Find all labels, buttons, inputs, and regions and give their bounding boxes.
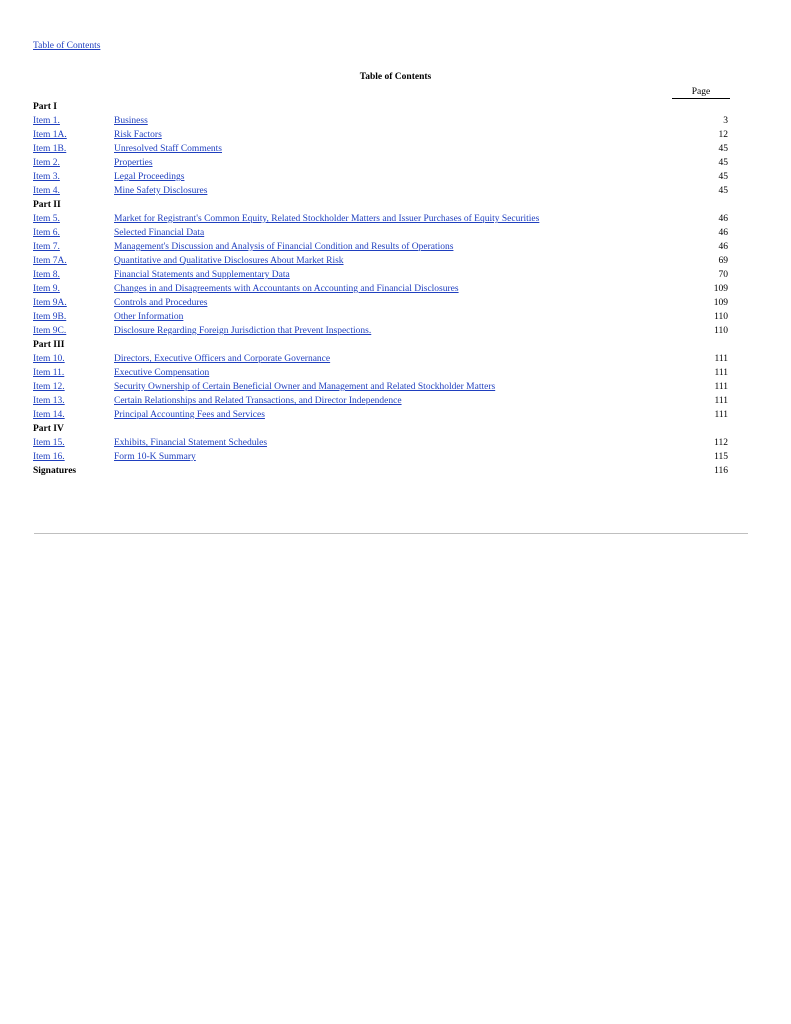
toc-page-number: 111: [714, 368, 728, 378]
toc-row: [33, 142, 730, 156]
toc-page-number: 111: [714, 354, 728, 364]
toc-row: [33, 380, 730, 394]
toc-row: [33, 156, 730, 170]
table-of-contents-top-link[interactable]: Table of Contents: [33, 41, 101, 51]
toc-row: [33, 184, 730, 198]
toc-item-title-link[interactable]: Security Ownership of Certain Beneficial Owner and Management and Related Stockholder Matters: [114, 382, 496, 392]
toc-item-number-link[interactable]: Item 1B.: [33, 144, 67, 154]
toc-row: [33, 436, 730, 450]
toc-page-number: 70: [718, 270, 728, 280]
toc-item-number-link[interactable]: Item 9B.: [33, 312, 67, 322]
toc-row: [33, 408, 730, 422]
toc-row: [33, 324, 730, 338]
toc-item-title-link[interactable]: Properties: [114, 158, 153, 168]
toc-item-title-link[interactable]: Principal Accounting Fees and Services: [114, 410, 265, 420]
toc-table: [33, 100, 730, 478]
toc-page-number: 45: [718, 186, 728, 196]
toc-page-number: 46: [718, 228, 728, 238]
part-heading: Part II: [33, 200, 61, 210]
toc-page-number: 46: [718, 214, 728, 224]
toc-row: [33, 394, 730, 408]
toc-row: [33, 296, 730, 310]
signatures-label: Signatures: [33, 466, 77, 476]
toc-page-number: 111: [714, 396, 728, 406]
toc-row: [33, 366, 730, 380]
toc-item-title-link[interactable]: Selected Financial Data: [114, 228, 205, 238]
toc-item-title-link[interactable]: Business: [114, 116, 148, 126]
toc-row: [33, 240, 730, 254]
toc-page-number: 3: [723, 116, 728, 126]
toc-item-number-link[interactable]: Item 3.: [33, 172, 60, 182]
toc-item-number-link[interactable]: Item 6.: [33, 228, 60, 238]
toc-item-number-link[interactable]: Item 16.: [33, 452, 65, 462]
toc-item-title-link[interactable]: Changes in and Disagreements with Accountants on Accounting and Financial Disclosures: [114, 284, 459, 294]
toc-item-number-link[interactable]: Item 14.: [33, 410, 65, 420]
toc-row: [33, 254, 730, 268]
toc-row: [33, 282, 730, 296]
toc-page-number: 115: [714, 452, 728, 462]
toc-item-number-link[interactable]: Item 13.: [33, 396, 65, 406]
toc-row: [33, 114, 730, 128]
toc-item-title-link[interactable]: Executive Compensation: [114, 368, 210, 378]
toc-item-title-link[interactable]: Other Information: [114, 312, 184, 322]
signatures-row: [33, 464, 730, 478]
toc-row: [33, 212, 730, 226]
part-heading: Part IV: [33, 424, 64, 434]
toc-row: [33, 310, 730, 324]
toc-row: [33, 226, 730, 240]
toc-row: [33, 352, 730, 366]
toc-row: [33, 268, 730, 282]
toc-page-number: 109: [713, 298, 728, 308]
toc-item-number-link[interactable]: Item 1A.: [33, 130, 67, 140]
toc-item-title-link[interactable]: Management's Discussion and Analysis of Financial Condition and Results of Operations: [114, 242, 454, 252]
part-heading: Part I: [33, 102, 58, 112]
toc-item-title-link[interactable]: Risk Factors: [114, 130, 162, 140]
toc-row: [33, 170, 730, 184]
toc-item-number-link[interactable]: Item 5.: [33, 214, 60, 224]
page-title: Table of Contents: [359, 72, 432, 82]
page-divider: [34, 533, 748, 534]
toc-item-number-link[interactable]: Item 9C.: [33, 326, 67, 336]
toc-page-number: 12: [718, 130, 728, 140]
toc-page-number: 45: [718, 144, 728, 154]
toc-row: [33, 450, 730, 464]
toc-item-title-link[interactable]: Mine Safety Disclosures: [114, 186, 208, 196]
toc-item-title-link[interactable]: Exhibits, Financial Statement Schedules: [114, 438, 268, 448]
toc-item-title-link[interactable]: Legal Proceedings: [114, 172, 185, 182]
toc-item-title-link[interactable]: Market for Registrant's Common Equity, Related Stockholder Matters and Issuer Purchases of Equity Securities: [114, 214, 540, 224]
toc-page-number: 110: [714, 326, 728, 336]
toc-item-title-link[interactable]: Financial Statements and Supplementary Data: [114, 270, 290, 280]
toc-page-number: 111: [714, 410, 728, 420]
toc-item-number-link[interactable]: Item 8.: [33, 270, 60, 280]
toc-item-title-link[interactable]: Unresolved Staff Comments: [114, 144, 223, 154]
toc-page-number: 45: [718, 172, 728, 182]
toc-item-title-link[interactable]: Certain Relationships and Related Transactions, and Director Independence: [114, 396, 402, 406]
toc-page-number: 45: [718, 158, 728, 168]
toc-item-number-link[interactable]: Item 12.: [33, 382, 65, 392]
toc-item-title-link[interactable]: Disclosure Regarding Foreign Jurisdiction that Prevent Inspections.: [114, 326, 372, 336]
toc-item-number-link[interactable]: Item 2.: [33, 158, 60, 168]
toc-item-number-link[interactable]: Item 7.: [33, 242, 60, 252]
toc-item-title-link[interactable]: Form 10-K Summary: [114, 452, 196, 462]
toc-page-number: 116: [714, 466, 728, 476]
part-heading: Part III: [33, 340, 65, 350]
toc-item-title-link[interactable]: Controls and Procedures: [114, 298, 208, 308]
page-column-header: Page: [672, 87, 730, 99]
toc-page-number: 112: [714, 438, 728, 448]
toc-item-number-link[interactable]: Item 11.: [33, 368, 65, 378]
toc-item-number-link[interactable]: Item 9A.: [33, 298, 67, 308]
toc-item-number-link[interactable]: Item 15.: [33, 438, 65, 448]
toc-page-number: 111: [714, 382, 728, 392]
toc-item-title-link[interactable]: Quantitative and Qualitative Disclosures About Market Risk: [114, 256, 344, 266]
toc-page-number: 69: [718, 256, 728, 266]
toc-item-title-link[interactable]: Directors, Executive Officers and Corporate Governance: [114, 354, 331, 364]
toc-page-number: 109: [713, 284, 728, 294]
toc-item-number-link[interactable]: Item 9.: [33, 284, 60, 294]
toc-page-number: 46: [718, 242, 728, 252]
toc-item-number-link[interactable]: Item 4.: [33, 186, 60, 196]
toc-item-number-link[interactable]: Item 7A.: [33, 256, 67, 266]
toc-row: [33, 128, 730, 142]
toc-item-number-link[interactable]: Item 10.: [33, 354, 65, 364]
toc-item-number-link[interactable]: Item 1.: [33, 116, 60, 126]
toc-page-number: 110: [714, 312, 728, 322]
